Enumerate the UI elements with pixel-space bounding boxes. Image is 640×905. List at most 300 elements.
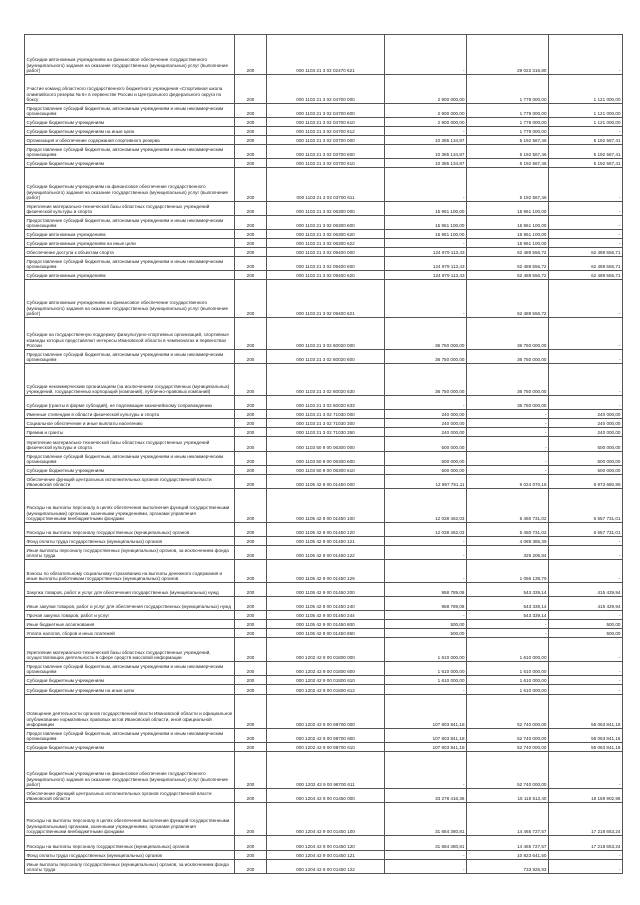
- executed-amount-cell: 62 489 556,72: [467, 271, 549, 280]
- unexecuted-amount-cell: -: [549, 280, 623, 318]
- unexecuted-amount-cell: 17 218 653,24: [549, 803, 623, 836]
- classification-code-cell: 000 1105 42 9 00 01450 000: [267, 475, 385, 489]
- table-row: [25, 280, 623, 318]
- executed-amount-cell: 10 823 641,50: [467, 851, 549, 860]
- unexecuted-amount-cell: -: [549, 216, 623, 230]
- approved-amount-cell: 107 803 841,18: [385, 743, 467, 752]
- approved-amount-cell: 124 979 113,43: [385, 271, 467, 280]
- classification-code-cell: 000 1105 42 9 00 01450 129: [267, 560, 385, 583]
- expenditure-name-cell: Именные стипендии в области физической культуры и спорта: [25, 410, 235, 419]
- expenditure-name-cell: Участие команд областного государственного бюджетного учреждения «Спортивная школа олимпийского резерва № 6» в первенстве России и Центрального федерального округа по боксу: [25, 75, 235, 104]
- classification-code-cell: 000 1103 21 3 02 09400 000: [267, 248, 385, 257]
- line-code-cell: 200: [235, 364, 267, 396]
- expenditure-name-cell: Иные закупки товаров, работ и услуг для обеспечения государственных (муниципальных) нужд: [25, 597, 235, 611]
- line-code-cell: 200: [235, 118, 267, 127]
- classification-code-cell: 000 1103 50 9 00 06300 000: [267, 437, 385, 452]
- table-row: [25, 729, 623, 743]
- line-code-cell: 200: [235, 437, 267, 452]
- table-row: [25, 489, 623, 523]
- table-row: [25, 428, 623, 437]
- expenditure-name-cell: Субсидии автономным учреждениям: [25, 230, 235, 239]
- table-row: [25, 271, 623, 280]
- expenditure-name-cell: Обеспечение функций центральных исполнительных органов государственной власти Ивановской области: [25, 475, 235, 489]
- expenditure-name-cell: Расходы на выплаты персоналу в целях обеспечения выполнения функций государственными (муниципальными) органами, казенными учреждениями, органами управления государственными внебюджетными фондами: [25, 803, 235, 836]
- unexecuted-amount-cell: -: [549, 350, 623, 364]
- unexecuted-amount-cell: 62 489 556,71: [549, 248, 623, 257]
- expenditure-name-cell: Иные бюджетные ассигнования: [25, 620, 235, 629]
- unexecuted-amount-cell: -: [549, 752, 623, 789]
- expenditure-name-cell: Субсидии бюджетным учреждениям: [25, 466, 235, 475]
- expenditure-name-cell: Обеспечение доступа к объектам спорта: [25, 248, 235, 257]
- classification-code-cell: 000 1202 42 9 00 98700 610: [267, 743, 385, 752]
- approved-amount-cell: -: [385, 546, 467, 560]
- unexecuted-amount-cell: 6 557 731,01: [549, 523, 623, 537]
- table-row: [25, 136, 623, 145]
- executed-amount-cell: 62 489 556,72: [467, 257, 549, 271]
- classification-code-cell: 000 1204 42 9 00 01450 122: [267, 860, 385, 874]
- line-code-cell: 200: [235, 75, 267, 104]
- table-row: [25, 410, 623, 419]
- executed-amount-cell: 36 750 000,00: [467, 350, 549, 364]
- line-code-cell: 200: [235, 523, 267, 537]
- expenditure-name-cell: Субсидии автономным учреждениям: [25, 271, 235, 280]
- executed-amount-cell: 1 610 000,00: [467, 662, 549, 676]
- table-row: [25, 118, 623, 127]
- table-row: [25, 611, 623, 620]
- classification-code-cell: 000 1105 42 9 00 01450 120: [267, 523, 385, 537]
- approved-amount-cell: 1 610 000,00: [385, 662, 467, 676]
- table-row: [25, 104, 623, 118]
- approved-amount-cell: -: [385, 685, 467, 695]
- approved-amount-cell: 958 789,08: [385, 597, 467, 611]
- classification-code-cell: 000 1202 42 9 00 01800 612: [267, 685, 385, 695]
- unexecuted-amount-cell: 500 000,00: [549, 452, 623, 466]
- table-row: [25, 350, 623, 364]
- line-code-cell: 200: [235, 230, 267, 239]
- line-code-cell: 200: [235, 35, 267, 75]
- approved-amount-cell: 2 900 000,00: [385, 118, 467, 127]
- expenditure-name-cell: Предоставление субсидий бюджетным, автономным учреждениям и иным некоммерческим организациям: [25, 104, 235, 118]
- classification-code-cell: 000 1103 21 3 02 71030 000: [267, 410, 385, 419]
- executed-amount-cell: 36 750 000,00: [467, 364, 549, 396]
- table-row: [25, 466, 623, 475]
- table-row: [25, 685, 623, 695]
- line-code-cell: 200: [235, 611, 267, 620]
- table-row: [25, 159, 623, 168]
- table-row: [25, 127, 623, 136]
- unexecuted-amount-cell: 6 973 680,95: [549, 475, 623, 489]
- unexecuted-amount-cell: -: [549, 239, 623, 248]
- approved-amount-cell: -: [385, 537, 467, 546]
- approved-amount-cell: 500 000,00: [385, 437, 467, 452]
- classification-code-cell: 000 1103 21 3 02 60020 600: [267, 350, 385, 364]
- table-row: [25, 419, 623, 428]
- line-code-cell: 200: [235, 168, 267, 202]
- line-code-cell: 200: [235, 127, 267, 136]
- table-row: [25, 239, 623, 248]
- classification-code-cell: 000 1105 42 9 00 01450 122: [267, 546, 385, 560]
- executed-amount-cell: 4 089 385,39: [467, 537, 549, 546]
- approved-amount-cell: 107 803 841,18: [385, 695, 467, 729]
- classification-code-cell: 000 1105 42 9 00 01450 850: [267, 629, 385, 638]
- table-row: [25, 662, 623, 676]
- table-row: [25, 752, 623, 789]
- unexecuted-amount-cell: -: [549, 318, 623, 350]
- classification-code-cell: 000 1202 42 9 00 98700 611: [267, 752, 385, 789]
- expenditure-name-cell: Социальное обеспечение и иные выплаты населению: [25, 419, 235, 428]
- unexecuted-amount-cell: -: [549, 127, 623, 136]
- expenditure-name-cell: Закупка товаров, работ и услуг для обеспечения государственных (муниципальных) нужд: [25, 583, 235, 597]
- approved-amount-cell: -: [385, 752, 467, 789]
- classification-code-cell: 000 1103 21 3 02 03700 600: [267, 145, 385, 159]
- executed-amount-cell: 543 339,14: [467, 583, 549, 597]
- expenditure-name-cell: Укрепление материально-технической базы областных государственных учреждений физической культуры и спорта: [25, 437, 235, 452]
- line-code-cell: 200: [235, 537, 267, 546]
- approved-amount-cell: 958 789,08: [385, 583, 467, 597]
- table-row: [25, 676, 623, 685]
- table-row: [25, 560, 623, 583]
- unexecuted-amount-cell: 5 192 567,41: [549, 136, 623, 145]
- approved-amount-cell: 124 979 113,43: [385, 257, 467, 271]
- executed-amount-cell: 1 779 000,00: [467, 127, 549, 136]
- unexecuted-amount-cell: -: [549, 230, 623, 239]
- classification-code-cell: 000 1103 21 3 02 04700 600: [267, 104, 385, 118]
- executed-amount-cell: -: [467, 410, 549, 419]
- approved-amount-cell: 15 961 100,00: [385, 216, 467, 230]
- line-code-cell: 200: [235, 419, 267, 428]
- executed-amount-cell: 14 465 727,57: [467, 836, 549, 851]
- line-code-cell: 200: [235, 428, 267, 437]
- line-code-cell: 200: [235, 159, 267, 168]
- line-code-cell: 200: [235, 475, 267, 489]
- approved-amount-cell: 36 750 000,00: [385, 364, 467, 396]
- classification-code-cell: 000 1202 42 9 00 01800 600: [267, 662, 385, 676]
- line-code-cell: 200: [235, 836, 267, 851]
- expenditure-name-cell: Иные выплаты персоналу государственных (муниципальных) органов, за исключением фонда оплаты труда: [25, 546, 235, 560]
- table-row: [25, 364, 623, 396]
- executed-amount-cell: -: [467, 629, 549, 638]
- expenditure-name-cell: Предоставление субсидий бюджетным, автономным учреждениям и иным некоммерческим организациям: [25, 662, 235, 676]
- expenditure-name-cell: Предоставление субсидий бюджетным, автономным учреждениям и иным некоммерческим организациям: [25, 350, 235, 364]
- expenditure-name-cell: Предоставление субсидий бюджетным, автономным учреждениям и иным некоммерческим организациям: [25, 452, 235, 466]
- executed-amount-cell: 52 740 000,00: [467, 729, 549, 743]
- unexecuted-amount-cell: 55 063 841,18: [549, 695, 623, 729]
- line-code-cell: 200: [235, 145, 267, 159]
- unexecuted-amount-cell: 1 121 000,00: [549, 118, 623, 127]
- line-code-cell: 200: [235, 685, 267, 695]
- unexecuted-amount-cell: 500,00: [549, 629, 623, 638]
- table-row: [25, 523, 623, 537]
- classification-code-cell: 000 1103 21 3 02 09400 621: [267, 280, 385, 318]
- table-row: [25, 638, 623, 662]
- executed-amount-cell: 1 066 138,79: [467, 560, 549, 583]
- table-row: [25, 546, 623, 560]
- line-code-cell: 200: [235, 104, 267, 118]
- classification-code-cell: 000 1103 21 3 02 09400 600: [267, 257, 385, 271]
- expenditure-name-cell: Предоставление субсидий бюджетным, автономным учреждениям и иным некоммерческим организациям: [25, 216, 235, 230]
- executed-amount-cell: 15 961 100,00: [467, 202, 549, 216]
- expenditure-name-cell: Субсидии бюджетным учреждениям на иные цели: [25, 127, 235, 136]
- expenditure-name-cell: Субсидии некоммерческим организациям (за исключением государственных (муниципальных) учреждений, государственных корпораций (компаний), публично-правовых компаний): [25, 364, 235, 396]
- line-code-cell: 200: [235, 202, 267, 216]
- unexecuted-amount-cell: 415 429,94: [549, 583, 623, 597]
- expenditure-name-cell: Прочая закупка товаров, работ и услуг: [25, 611, 235, 620]
- classification-code-cell: 000 1202 42 9 00 98700 000: [267, 695, 385, 729]
- approved-amount-cell: 12 038 462,03: [385, 523, 467, 537]
- classification-code-cell: 000 1105 42 9 00 01450 121: [267, 537, 385, 546]
- expenditure-name-cell: Предоставление субсидий бюджетным, автономным учреждениям и иным некоммерческим организациям: [25, 729, 235, 743]
- line-code-cell: 200: [235, 743, 267, 752]
- table-row: [25, 620, 623, 629]
- classification-code-cell: 000 1103 21 3 02 04700 612: [267, 127, 385, 136]
- classification-code-cell: 000 1103 21 3 02 60020 633: [267, 396, 385, 410]
- classification-code-cell: 000 1103 21 3 02 06300 000: [267, 202, 385, 216]
- approved-amount-cell: 10 385 134,87: [385, 159, 467, 168]
- executed-amount-cell: 1 779 000,00: [467, 104, 549, 118]
- executed-amount-cell: 36 750 000,00: [467, 396, 549, 410]
- executed-amount-cell: 733 925,93: [467, 860, 549, 874]
- unexecuted-amount-cell: 500,00: [549, 620, 623, 629]
- approved-amount-cell: -: [385, 35, 467, 75]
- table-row: [25, 851, 623, 860]
- expenditure-name-cell: Фонд оплаты труда государственных (муниципальных) органов: [25, 851, 235, 860]
- unexecuted-amount-cell: -: [549, 537, 623, 546]
- classification-code-cell: 000 1103 21 3 02 04700 610: [267, 118, 385, 127]
- executed-amount-cell: 62 489 556,72: [467, 248, 549, 257]
- executed-amount-cell: 36 750 000,00: [467, 318, 549, 350]
- table-row: [25, 475, 623, 489]
- line-code-cell: 200: [235, 662, 267, 676]
- line-code-cell: 200: [235, 248, 267, 257]
- approved-amount-cell: 36 750 000,00: [385, 318, 467, 350]
- line-code-cell: 200: [235, 350, 267, 364]
- executed-amount-cell: 5 192 567,46: [467, 159, 549, 168]
- unexecuted-amount-cell: 415 429,94: [549, 597, 623, 611]
- executed-amount-cell: -: [467, 428, 549, 437]
- classification-code-cell: 000 1204 42 9 00 01450 120: [267, 836, 385, 851]
- classification-code-cell: 000 1202 42 9 00 01800 000: [267, 638, 385, 662]
- unexecuted-amount-cell: -: [549, 35, 623, 75]
- budget-expenditure-table: [24, 34, 623, 874]
- unexecuted-amount-cell: 5 192 567,41: [549, 159, 623, 168]
- classification-code-cell: 000 1204 42 9 00 01450 121: [267, 851, 385, 860]
- classification-code-cell: 000 1204 42 9 00 01450 100: [267, 803, 385, 836]
- approved-amount-cell: 1 610 000,00: [385, 638, 467, 662]
- approved-amount-cell: 2 900 000,00: [385, 104, 467, 118]
- budget-table-page: [24, 34, 622, 874]
- approved-amount-cell: -: [385, 560, 467, 583]
- line-code-cell: 200: [235, 546, 267, 560]
- executed-amount-cell: 543 339,14: [467, 597, 549, 611]
- line-code-cell: 200: [235, 620, 267, 629]
- unexecuted-amount-cell: -: [549, 364, 623, 396]
- unexecuted-amount-cell: -: [549, 168, 623, 202]
- table-row: [25, 452, 623, 466]
- expenditure-name-cell: Субсидии бюджетным учреждениям: [25, 118, 235, 127]
- unexecuted-amount-cell: 1 121 000,00: [549, 104, 623, 118]
- table-row: [25, 145, 623, 159]
- approved-amount-cell: 1 610 000,00: [385, 676, 467, 685]
- approved-amount-cell: -: [385, 851, 467, 860]
- classification-code-cell: 000 1103 21 3 02 02470 621: [267, 35, 385, 75]
- approved-amount-cell: 10 385 134,87: [385, 145, 467, 159]
- unexecuted-amount-cell: -: [549, 202, 623, 216]
- expenditure-name-cell: Субсидии бюджетным учреждениям: [25, 743, 235, 752]
- table-row: [25, 318, 623, 350]
- unexecuted-amount-cell: 5 192 567,41: [549, 145, 623, 159]
- executed-amount-cell: 29 022 316,80: [467, 35, 549, 75]
- line-code-cell: 200: [235, 676, 267, 685]
- line-code-cell: 200: [235, 452, 267, 466]
- approved-amount-cell: 31 684 380,81: [385, 836, 467, 851]
- classification-code-cell: 000 1103 21 3 02 04700 000: [267, 75, 385, 104]
- executed-amount-cell: 5 480 731,02: [467, 523, 549, 537]
- line-code-cell: 200: [235, 239, 267, 248]
- approved-amount-cell: 31 684 380,81: [385, 803, 467, 836]
- executed-amount-cell: -: [467, 620, 549, 629]
- unexecuted-amount-cell: 500 000,00: [549, 437, 623, 452]
- executed-amount-cell: 1 779 000,00: [467, 118, 549, 127]
- line-code-cell: 200: [235, 396, 267, 410]
- classification-code-cell: 000 1105 42 9 00 01450 100: [267, 489, 385, 523]
- line-code-cell: 200: [235, 695, 267, 729]
- line-code-cell: 200: [235, 271, 267, 280]
- table-row: [25, 168, 623, 202]
- expenditure-name-cell: Субсидии бюджетным учреждениям: [25, 676, 235, 685]
- expenditure-name-cell: Субсидии (гранты в форме субсидий), не подлежащие казначейскому сопровождению: [25, 396, 235, 410]
- executed-amount-cell: 52 740 000,00: [467, 752, 549, 789]
- unexecuted-amount-cell: -: [549, 676, 623, 685]
- classification-code-cell: 000 1103 21 3 02 09400 620: [267, 271, 385, 280]
- approved-amount-cell: 240 000,00: [385, 428, 467, 437]
- executed-amount-cell: 52 740 000,00: [467, 743, 549, 752]
- executed-amount-cell: 14 465 727,57: [467, 803, 549, 836]
- unexecuted-amount-cell: 55 063 841,18: [549, 743, 623, 752]
- line-code-cell: 200: [235, 629, 267, 638]
- approved-amount-cell: 240 000,00: [385, 410, 467, 419]
- table-row: [25, 597, 623, 611]
- unexecuted-amount-cell: 62 489 556,71: [549, 257, 623, 271]
- unexecuted-amount-cell: -: [549, 860, 623, 874]
- executed-amount-cell: 15 961 100,00: [467, 230, 549, 239]
- expenditure-name-cell: Предоставление субсидий бюджетным, автономным учреждениям и иным некоммерческим организациям: [25, 257, 235, 271]
- executed-amount-cell: 15 961 100,00: [467, 239, 549, 248]
- expenditure-name-cell: Расходы на выплаты персоналу в целях обеспечения выполнения функций государственными (муниципальными) органами, казенными учреждениями, органами управления государственными внебюджетными фондами: [25, 489, 235, 523]
- approved-amount-cell: 10 385 134,87: [385, 136, 467, 145]
- table-body: [25, 35, 623, 874]
- expenditure-name-cell: Фонд оплаты труда государственных (муниципальных) органов: [25, 537, 235, 546]
- classification-code-cell: 000 1103 21 3 02 03700 000: [267, 136, 385, 145]
- executed-amount-cell: -: [467, 419, 549, 428]
- table-row: [25, 396, 623, 410]
- expenditure-name-cell: Расходы на выплаты персоналу государственных (муниципальных) органов: [25, 836, 235, 851]
- executed-amount-cell: -: [467, 466, 549, 475]
- executed-amount-cell: 1 610 000,00: [467, 638, 549, 662]
- classification-code-cell: 000 1103 21 3 02 03700 611: [267, 168, 385, 202]
- table-row: [25, 836, 623, 851]
- line-code-cell: 200: [235, 597, 267, 611]
- unexecuted-amount-cell: 1 121 000,00: [549, 75, 623, 104]
- approved-amount-cell: 107 803 841,18: [385, 729, 467, 743]
- expenditure-name-cell: Укрепление материально-технической базы областных государственных учреждений, осуществляющих деятельность в сфере средств массовой информации: [25, 638, 235, 662]
- approved-amount-cell: -: [385, 396, 467, 410]
- approved-amount-cell: 33 278 416,36: [385, 789, 467, 803]
- classification-code-cell: 000 1105 42 9 00 01450 200: [267, 583, 385, 597]
- table-row: [25, 695, 623, 729]
- line-code-cell: 200: [235, 803, 267, 836]
- line-code-cell: 200: [235, 489, 267, 523]
- executed-amount-cell: 1 610 000,00: [467, 676, 549, 685]
- approved-amount-cell: 12 997 751,11: [385, 475, 467, 489]
- unexecuted-amount-cell: -: [549, 546, 623, 560]
- line-code-cell: 200: [235, 280, 267, 318]
- executed-amount-cell: 52 740 000,00: [467, 695, 549, 729]
- line-code-cell: 200: [235, 860, 267, 874]
- line-code-cell: 200: [235, 466, 267, 475]
- table-row: [25, 230, 623, 239]
- approved-amount-cell: 36 750 000,00: [385, 350, 467, 364]
- unexecuted-amount-cell: -: [549, 685, 623, 695]
- line-code-cell: 200: [235, 851, 267, 860]
- expenditure-name-cell: Взносы по обязательному социальному страхованию на выплаты денежного содержания и иные выплаты работникам государственных (муниципальных) органов: [25, 560, 235, 583]
- executed-amount-cell: -: [467, 452, 549, 466]
- line-code-cell: 200: [235, 560, 267, 583]
- executed-amount-cell: 5 192 567,46: [467, 145, 549, 159]
- unexecuted-amount-cell: -: [549, 638, 623, 662]
- table-row: [25, 583, 623, 597]
- expenditure-name-cell: Субсидии бюджетным учреждениям: [25, 159, 235, 168]
- line-code-cell: 200: [235, 789, 267, 803]
- table-row: [25, 202, 623, 216]
- classification-code-cell: 000 1103 21 3 02 71030 300: [267, 419, 385, 428]
- executed-amount-cell: 5 480 731,02: [467, 489, 549, 523]
- unexecuted-amount-cell: 17 218 653,24: [549, 836, 623, 851]
- approved-amount-cell: -: [385, 168, 467, 202]
- approved-amount-cell: 15 961 100,00: [385, 230, 467, 239]
- approved-amount-cell: 500 000,00: [385, 466, 467, 475]
- table-row: [25, 860, 623, 874]
- unexecuted-amount-cell: 240 000,00: [549, 419, 623, 428]
- approved-amount-cell: 15 961 100,00: [385, 202, 467, 216]
- table-row: [25, 257, 623, 271]
- classification-code-cell: 000 1204 42 9 00 01450 000: [267, 789, 385, 803]
- executed-amount-cell: 543 339,14: [467, 611, 549, 620]
- table-row: [25, 537, 623, 546]
- line-code-cell: 200: [235, 583, 267, 597]
- table-row: [25, 75, 623, 104]
- approved-amount-cell: 240 000,00: [385, 419, 467, 428]
- expenditure-name-cell: Организация и обеспечение содержания спортивного резерва: [25, 136, 235, 145]
- unexecuted-amount-cell: -: [549, 611, 623, 620]
- classification-code-cell: 000 1202 42 9 00 01800 610: [267, 676, 385, 685]
- expenditure-name-cell: Субсидии автономным учреждениям на финансовое обеспечение государственного (муниципального) задания на оказание государственных (муниципальных) услуг (выполнение работ): [25, 35, 235, 75]
- expenditure-name-cell: Субсидии на государственную поддержку физкультурно-спортивных организаций, спортивные команды которых представляют интересы Ивановской области в чемпионатах и первенствах России: [25, 318, 235, 350]
- line-code-cell: 200: [235, 216, 267, 230]
- approved-amount-cell: -: [385, 611, 467, 620]
- classification-code-cell: 000 1103 21 3 02 06300 622: [267, 239, 385, 248]
- expenditure-name-cell: Субсидии автономным учреждениям на иные цели: [25, 239, 235, 248]
- expenditure-name-cell: Укрепление материально-технической базы областных государственных учреждений физической культуры и спорта: [25, 202, 235, 216]
- executed-amount-cell: -: [467, 437, 549, 452]
- unexecuted-amount-cell: 6 557 731,01: [549, 489, 623, 523]
- line-code-cell: 200: [235, 638, 267, 662]
- expenditure-name-cell: Субсидии бюджетным учреждениям на финансовое обеспечение государственного (муниципального) задания на оказание государственных (муниципальных) услуг (выполнение работ): [25, 168, 235, 202]
- classification-code-cell: 000 1105 42 9 00 01450 800: [267, 620, 385, 629]
- approved-amount-cell: -: [385, 127, 467, 136]
- executed-amount-cell: 5 192 567,46: [467, 168, 549, 202]
- approved-amount-cell: 500,00: [385, 629, 467, 638]
- table-row: [25, 248, 623, 257]
